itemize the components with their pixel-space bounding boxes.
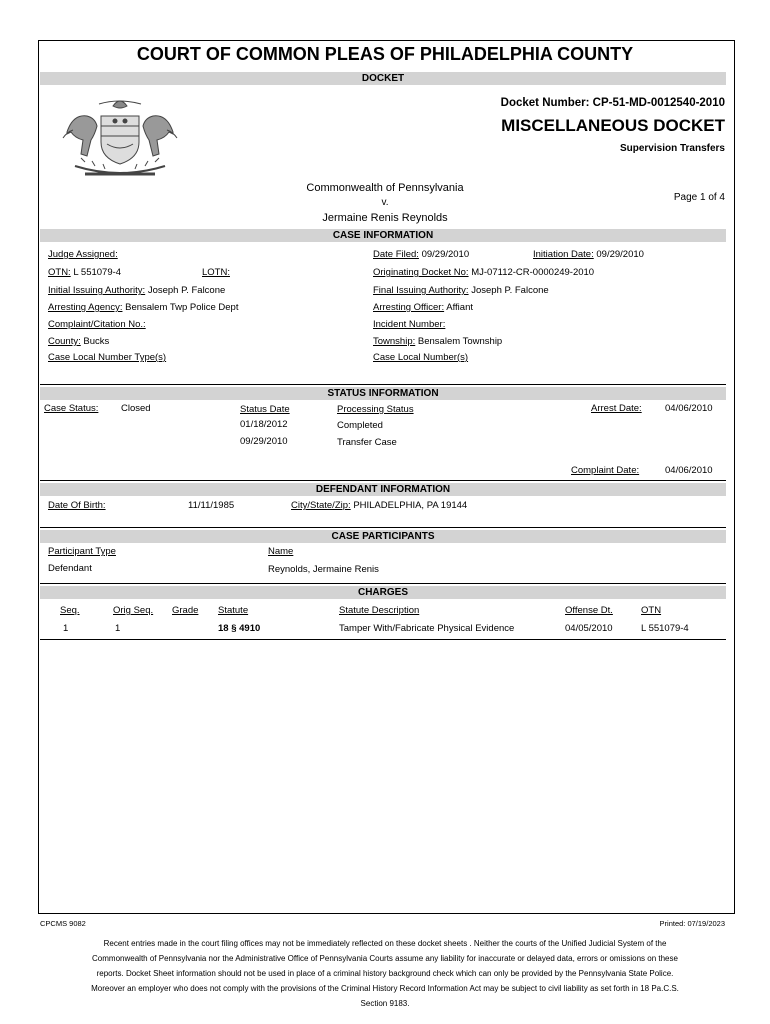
originating-docket-value: MJ-07112-CR-0000249-2010 <box>471 267 595 278</box>
county-value: Bucks <box>83 336 110 347</box>
lotn-label: LOTN: <box>202 267 230 278</box>
charges-separator <box>40 583 726 584</box>
township-value: Bensalem Township <box>417 336 503 347</box>
charge-description: Tamper With/Fabricate Physical Evidence <box>339 623 515 634</box>
participant-name-label: Name <box>268 546 294 557</box>
case-local-type-label: Case Local Number Type(s) <box>48 352 167 363</box>
complaint-date-value: 04/06/2010 <box>665 465 713 476</box>
processing-status-label: Processing Status <box>337 404 414 415</box>
originating-docket <box>373 267 594 278</box>
processing-status-2: Transfer Case <box>337 437 397 448</box>
status-date-2: 09/29/2010 <box>240 436 288 447</box>
final-issuing-authority <box>373 285 549 296</box>
final-issuing-label: Final Issuing Authority: <box>373 285 469 296</box>
participant-type-value: Defendant <box>48 563 92 574</box>
initiation-date-label: Initiation Date: <box>533 249 594 260</box>
status-separator <box>40 384 726 385</box>
charge-statute: 18 § 4910 <box>218 623 261 634</box>
charge-seq: 1 <box>63 623 69 634</box>
township <box>373 336 502 347</box>
initial-issuing-authority <box>48 285 225 296</box>
caption-versus: v. <box>381 197 389 208</box>
status-date-1: 01/18/2012 <box>240 419 288 430</box>
township-label: Township: <box>373 336 416 347</box>
complaint-date-label: Complaint Date: <box>571 465 640 476</box>
originating-docket-label: Originating Docket No: <box>373 267 469 278</box>
status-information-bar: STATUS INFORMATION <box>40 387 726 400</box>
final-issuing-value: Joseph P. Falcone <box>471 285 549 296</box>
incident-number-label: Incident Number: <box>373 319 446 330</box>
city-label: City/State/Zip: <box>291 500 351 511</box>
charges-header-statute: Statute <box>218 605 249 616</box>
disclaimer-text: Recent entries made in the court filing offices may not be immediately reflected on these docket sheets . Neither the courts of the Unified Judicial System of the Commonwealth of Pennsylvania nor the Administrative Office of Pennsylvania Courts assume any liability for inaccurate or delayed data, errors or omissions on these reports. Docket Sheet information should not be used in place of a criminal history background check which can only be provided by the Pennsylvania State Police. Moreover an employer who does not comply with the provisions of the Criminal History Record Information Act may be subject to civil liability as set forth in 18 Pa.C.S. Section 9183. <box>91 939 679 1008</box>
docket-subtype: Supervision Transfers <box>619 143 725 154</box>
charges-header-offense-dt: Offense Dt. <box>565 605 613 616</box>
arrest-date-value: 04/06/2010 <box>665 403 713 414</box>
case-participants-bar: CASE PARTICIPANTS <box>40 530 726 543</box>
participant-type-label: Participant Type <box>48 546 116 557</box>
case-status-value: Closed <box>121 403 151 414</box>
dob-value: 11/11/1985 <box>188 500 235 511</box>
court-title: COURT OF COMMON PLEAS OF PHILADELPHIA COUNTY <box>136 44 634 64</box>
charges-header-grade: Grade <box>172 605 199 616</box>
arresting-officer-value: Affiant <box>446 302 473 313</box>
docket-number: Docket Number: CP-51-MD-0012540-2010 <box>500 97 725 109</box>
initial-issuing-value: Joseph P. Falcone <box>147 285 226 296</box>
charges-end-separator <box>40 639 726 640</box>
initial-issuing-label: Initial Issuing Authority: <box>48 285 146 296</box>
status-date-label: Status Date <box>240 404 290 415</box>
county-label: County: <box>48 336 81 347</box>
page-indicator: Page 1 of 4 <box>673 192 725 203</box>
dob-label: Date Of Birth: <box>48 500 106 511</box>
caption-defendant: Jermaine Renis Reynolds <box>322 212 448 224</box>
initiation-date <box>533 249 644 260</box>
charges-bar: CHARGES <box>40 586 726 599</box>
pennsylvania-seal-icon <box>55 92 185 182</box>
printed-date: Printed: 07/19/2023 <box>659 919 725 928</box>
docket-type: MISCELLANEOUS DOCKET <box>501 116 725 135</box>
charge-offense-dt: 04/05/2010 <box>565 623 613 634</box>
charge-orig-seq: 1 <box>115 623 121 634</box>
judge-assigned-label: Judge Assigned: <box>48 249 118 260</box>
otn-value: L 551079-4 <box>73 267 122 278</box>
case-status-label: Case Status: <box>44 403 99 414</box>
defendant-information-bar: DEFENDANT INFORMATION <box>40 483 726 496</box>
otn-label: OTN: <box>48 267 71 278</box>
form-id: CPCMS 9082 <box>40 919 86 928</box>
case-local-number-label: Case Local Number(s) <box>373 352 469 363</box>
arresting-agency <box>48 302 238 313</box>
defendant-separator <box>40 480 726 481</box>
charges-header-otn: OTN <box>641 605 662 616</box>
participant-name-value: Reynolds, Jermaine Renis <box>268 564 379 575</box>
arresting-agency-value: Bensalem Twp Police Dept <box>125 302 239 313</box>
arresting-agency-label: Arresting Agency: <box>48 302 123 313</box>
charges-header-orig-seq: Orig Seq. <box>113 605 154 616</box>
arrest-date-label: Arrest Date: <box>591 403 642 414</box>
charges-header-description: Statute Description <box>339 605 420 616</box>
initiation-date-value: 09/29/2010 <box>596 249 644 260</box>
case-information-bar: CASE INFORMATION <box>40 229 726 242</box>
caption-plaintiff: Commonwealth of Pennsylvania <box>306 182 464 194</box>
processing-status-1: Completed <box>337 420 383 431</box>
arresting-officer <box>373 302 473 313</box>
charges-header-seq: Seq. <box>60 605 80 616</box>
otn <box>48 267 121 278</box>
date-filed-label: Date Filed: <box>373 249 419 260</box>
arresting-officer-label: Arresting Officer: <box>373 302 445 313</box>
date-filed <box>373 249 469 260</box>
charge-otn: L 551079-4 <box>641 623 689 634</box>
date-filed-value: 09/29/2010 <box>421 249 470 260</box>
city-value: PHILADELPHIA, PA 19144 <box>353 500 468 511</box>
complaint-no-label: Complaint/Citation No.: <box>48 319 146 330</box>
county <box>48 336 109 347</box>
city-state-zip <box>291 500 467 511</box>
participants-separator <box>40 527 726 528</box>
docket-bar: DOCKET <box>40 72 726 85</box>
